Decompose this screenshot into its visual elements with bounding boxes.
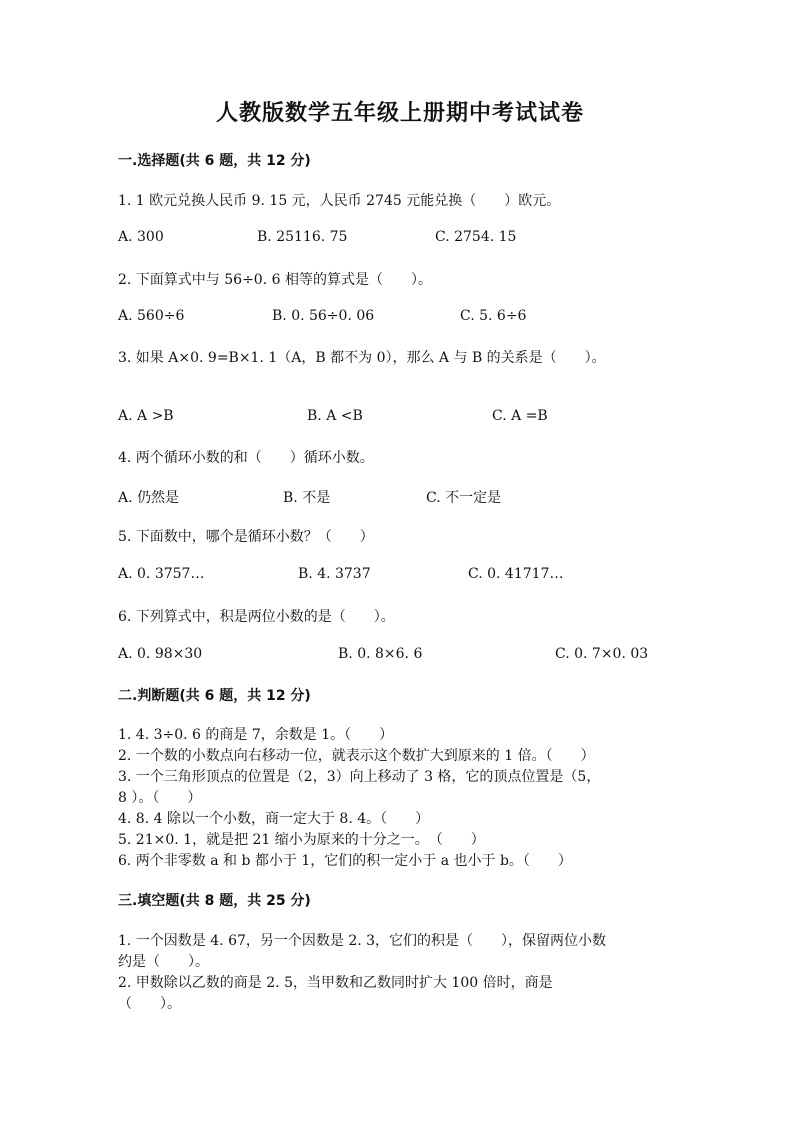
choice-options-2 bbox=[118, 308, 718, 328]
option-a: A. 0. 3757… bbox=[118, 566, 205, 582]
judge-question-1: 1. 4. 3÷0. 6 的商是 7，余数是 1。（ ） bbox=[118, 727, 394, 743]
option-b: B. 25116. 75 bbox=[257, 229, 348, 245]
choice-options-3 bbox=[118, 408, 718, 428]
judge-question-3: 3. 一个三角形顶点的位置是（2，3）向上移动了 3 格，它的顶点位置是（5， bbox=[118, 769, 601, 785]
section-heading-choice: 一.选择题(共 6 题，共 12 分) bbox=[118, 153, 311, 169]
option-b: B. 0. 8×6. 6 bbox=[338, 646, 423, 662]
judge-question-4: 4. 8. 4 除以一个小数，商一定大于 8. 4。（ ） bbox=[118, 811, 430, 827]
option-c: C. 不一定是 bbox=[426, 490, 502, 506]
option-c: C. 5. 6÷6 bbox=[460, 308, 527, 324]
option-c: C. 0. 7×0. 03 bbox=[555, 646, 649, 662]
fill-question-1: 1. 一个因数是 4. 67，另一个因数是 2. 3，它们的积是（ ），保留两位小数 bbox=[118, 933, 607, 949]
option-b: B. 不是 bbox=[283, 490, 331, 506]
section-heading-fill: 三.填空题(共 8 题，共 25 分) bbox=[118, 893, 311, 909]
judge-question-3-cont: 8 ）。（ ） bbox=[118, 790, 202, 806]
option-b: B. A <B bbox=[307, 408, 363, 424]
option-a: A. 0. 98×30 bbox=[118, 646, 203, 662]
judge-question-5: 5. 21×0. 1，就是把 21 缩小为原来的十分之一。 （ ） bbox=[118, 832, 485, 848]
option-b: B. 0. 56÷0. 06 bbox=[272, 308, 375, 324]
judge-question-2: 2. 一个数的小数点向右移动一位，就表示这个数扩大到原来的 1 倍。（ ） bbox=[118, 748, 595, 764]
option-a: A. 560÷6 bbox=[118, 308, 185, 324]
choice-options-5 bbox=[118, 566, 718, 586]
judge-question-6: 6. 两个非零数 a 和 b 都小于 1，它们的积一定小于 a 也小于 b。（ ） bbox=[118, 853, 572, 869]
option-c: C. 0. 41717… bbox=[468, 566, 564, 582]
option-a: A. 300 bbox=[118, 229, 164, 245]
fill-question-2-cont: （ ）。 bbox=[118, 996, 181, 1012]
choice-options-4 bbox=[118, 487, 718, 507]
option-b: B. 4. 3737 bbox=[298, 566, 371, 582]
exam-title: 人教版数学五年级上册期中考试试卷 bbox=[215, 101, 584, 126]
choice-question-4: 4. 两个循环小数的和（ ）循环小数。 bbox=[118, 450, 374, 466]
fill-question-2: 2. 甲数除以乙数的商是 2. 5，当甲数和乙数同时扩大 100 倍时，商是 bbox=[118, 975, 553, 991]
option-c: C. A =B bbox=[492, 408, 548, 424]
choice-question-1: 1. 1 欧元兑换人民币 9. 15 元，人民币 2745 元能兑换（ ）欧元。 bbox=[118, 193, 561, 209]
option-a: A. A >B bbox=[118, 408, 174, 424]
option-a: A. 仍然是 bbox=[118, 490, 180, 506]
section-heading-judge: 二.判断题(共 6 题，共 12 分) bbox=[118, 688, 311, 704]
choice-options-1 bbox=[118, 229, 718, 249]
choice-question-6: 6. 下列算式中，积是两位小数的是（ ）。 bbox=[118, 609, 395, 625]
choice-question-3: 3. 如果 A×0. 9=B×1. 1（A，B 都不为 0），那么 A 与 B 的关系是（ ）。 bbox=[118, 350, 606, 366]
option-c: C. 2754. 15 bbox=[435, 229, 517, 245]
choice-question-2: 2. 下面算式中与 56÷0. 6 相等的算式是（ ）。 bbox=[118, 272, 432, 288]
choice-options-6 bbox=[118, 646, 718, 666]
choice-question-5: 5. 下面数中，哪个是循环小数？（ ） bbox=[118, 529, 374, 545]
fill-question-1-cont: 约是（ ）。 bbox=[118, 954, 209, 970]
